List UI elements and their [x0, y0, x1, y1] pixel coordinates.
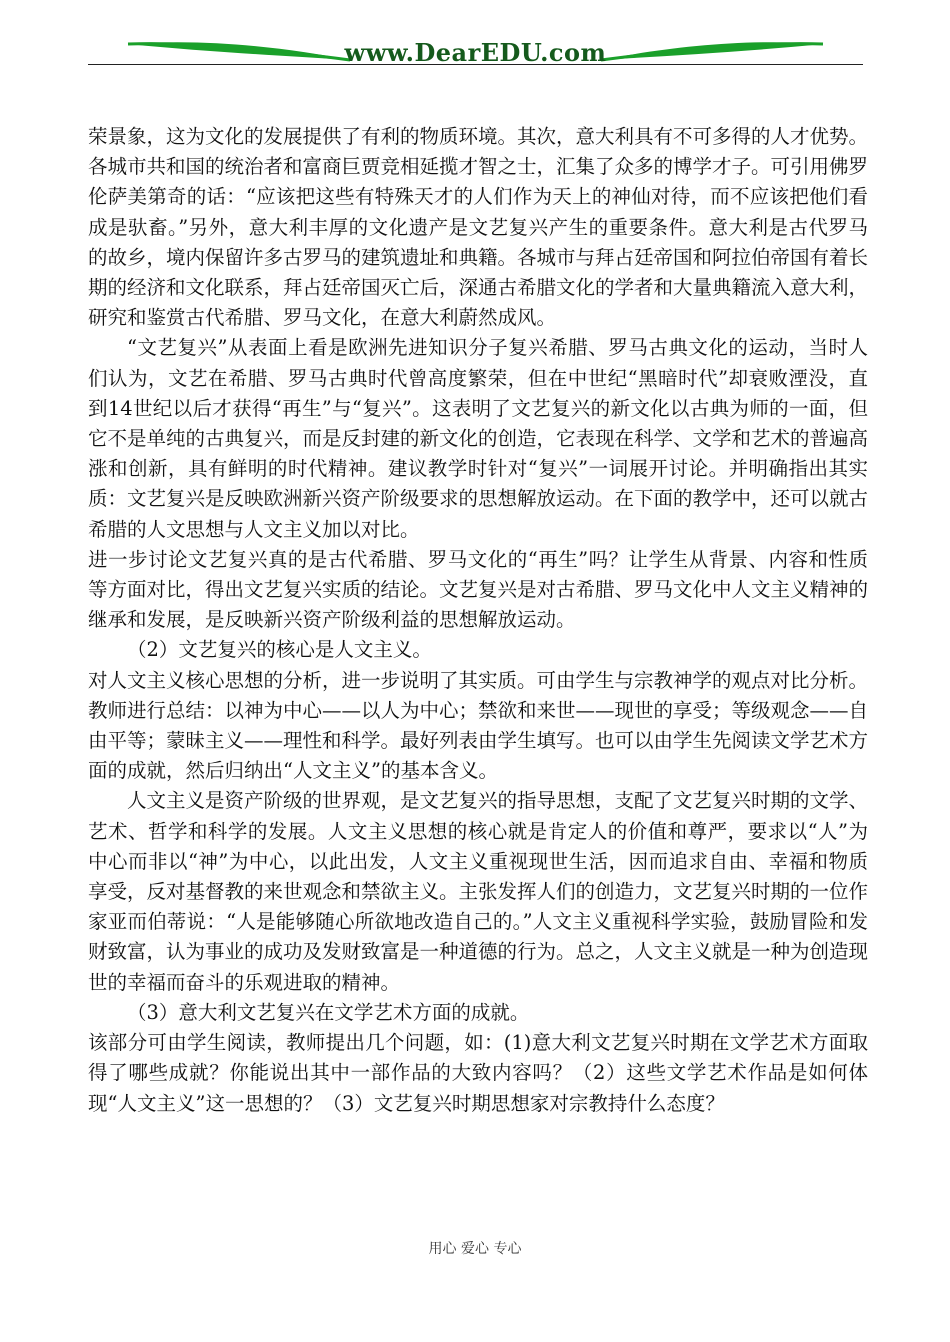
paragraph-background: 荣景象，这为文化的发展提供了有利的物质环境。其次，意大利具有不可多得的人才优势。各城市共和国的统治者和富商巨贾竞相延揽才智之士，汇集了众多的博学才子。可引用佛罗伦萨美第奇的话：“应该把这些有特殊天才的人们作为天上的神仙对待，而不应该把他们看成是驮畜。”另外，意大利丰厚的文化遗产是文艺复兴产生的重要条件。意大利是古代罗马的故乡，境内保留许多古罗马的建筑遗址和典籍。各城市与拜占廷帝国和阿拉伯帝国有着长期的经济和文化联系，拜占廷帝国灭亡后，深通古希腊文化的学者和大量典籍流入意大利，研究和鉴赏古代希腊、罗马文化，在意大利蔚然成风。 [88, 125, 869, 330]
page-footer: 用心 爱心 专心 [428, 1241, 522, 1257]
section-heading-humanism: （2）文艺复兴的核心是人文主义。 [127, 638, 432, 662]
header-divider [88, 64, 863, 65]
paragraph-humanism-analysis: 对人文主义核心思想的分析，进一步说明了其实质。可由学生与宗教神学的观点对比分析。教师进行总结：以神为中心——以人为中心；禁欲和来世——现世的享受；等级观念——自由平等；蒙昧主义——理性和科学。最好列表由学生填写。也可以由学生先阅读文学艺术方面的成就，然后归纳出“人文主义”的基本含义。 [88, 668, 869, 783]
paragraph-arts-questions: 该部分可由学生阅读，教师提出几个问题，如：(1)意大利文艺复兴时期在文学艺术方面取得了哪些成就？你能说出其中一部作品的大致内容吗？（2）这些文学艺术作品是如何体现“人文主义”这一思想的？（3）文艺复兴时期思想家对宗教持什么态度？ [88, 1031, 868, 1115]
site-logo-text: www.DearEDU.com [344, 38, 607, 67]
paragraph-discussion: 进一步讨论文艺复兴真的是古代希腊、罗马文化的“再生”吗？让学生从背景、内容和性质等方面对比，得出文艺复兴实质的结论。文艺复兴是对古希腊、罗马文化中人文主义精神的继承和发展，是反映新兴资产阶级利益的思想解放运动。 [88, 547, 869, 632]
paragraph-humanism-worldview: 人文主义是资产阶级的世界观，是文艺复兴的指导思想，支配了文艺复兴时期的文学、艺术、哲学和科学的发展。人文主义思想的核心就是肯定人的价值和尊严，要求以“人”为中心而非以“神”为中心，以此出发，人文主义重视现世生活，因而追求自由、幸福和物质享受，反对基督教的来世观念和禁欲主义。主张发挥人们的创造力，文艺复兴时期的一位作家亚而伯蒂说：“人是能够随心所欲地改造自己的。”人文主义重视科学实验，鼓励冒险和发财致富，认为事业的成功及发财致富是一种道德的行为。总之，人文主义就是一种为创造现世的幸福而奋斗的乐观进取的精神。 [88, 789, 869, 994]
section-heading-arts: （3）意大利文艺复兴在文学艺术方面的成就。 [127, 1000, 530, 1024]
paragraph-renaissance-meaning: “文艺复兴”从表面上看是欧洲先进知识分子复兴希腊、罗马古典文化的运动，当时人们认为，文艺在希腊、罗马古典时代曾高度繁荣，但在中世纪“黑暗时代”却衰败湮没，直到14世纪以后才获得“再生”与“复兴”。这表明了文艺复兴的新文化以古典为师的一面，但它不是单纯的古典复兴，而是反封建的新文化的创造，它表现在科学、文学和艺术的普遍高涨和创新，具有鲜明的时代精神。建议教学时针对“复兴”一词展开讨论。并明确指出其实质：文艺复兴是反映欧洲新兴资产阶级要求的思想解放运动。在下面的教学中，还可以就古希腊的人文思想与人文主义加以对比。 [88, 336, 869, 541]
site-header [88, 30, 863, 72]
document-body [88, 122, 868, 1119]
